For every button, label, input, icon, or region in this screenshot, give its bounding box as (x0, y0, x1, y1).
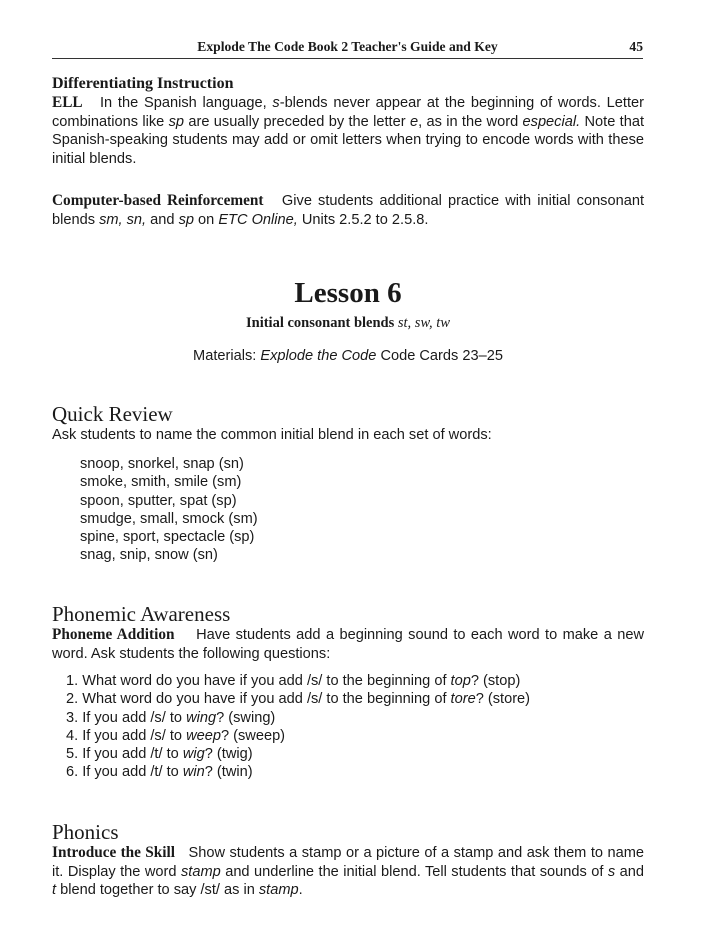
phoneme-addition-text: Have students add a beginning sound to each word to make a new word. Ask students the following questions: (52, 627, 644, 662)
skill-text-1: Show students a stamp or a picture of a stamp and ask them to name it. Display the word (52, 845, 644, 880)
list-item (66, 672, 530, 690)
ell-text-4: sp (168, 113, 184, 130)
ell-text-3: -blends never appear at the beginning of words. Letter combinations like (52, 95, 644, 130)
list-item: smudge, small, smock (sm) (80, 510, 258, 527)
lesson-header (52, 276, 644, 365)
question-answer: ? (swing) (216, 709, 276, 726)
ell-text-9: Note that Spanish-speaking students may add or omit letters when trying to encode words with these initial blends. (52, 113, 644, 167)
list-item: snoop, snorkel, snap (sn) (80, 456, 244, 472)
quick-review-section (52, 402, 644, 445)
ell-text-2: s (272, 95, 280, 111)
list-item: spine, sport, spectacle (sp) (80, 529, 255, 546)
ell-text-7: , as in the word (418, 113, 523, 130)
computer-text-2: sm, sn, (99, 211, 147, 228)
question-text: 2. What word do you have if you add /s/ to the beginning of (66, 691, 451, 708)
list-item: spoon, sputter, spat (sp) (80, 492, 237, 509)
computer-text-6: ETC Online, (218, 211, 298, 228)
question-word: wing (186, 709, 217, 726)
question-text: 5. If you add /t/ to (66, 746, 183, 763)
question-word: top (450, 673, 471, 689)
running-header (52, 38, 643, 59)
word-sets-list (80, 455, 258, 565)
differentiating-heading: Differentiating Instruction (52, 75, 234, 92)
computer-paragraph (52, 192, 644, 229)
computer-text-3: and (146, 211, 179, 228)
phonemic-heading: Phonemic Awareness (52, 602, 231, 626)
list-item (66, 709, 530, 727)
question-text: 3. If you add /s/ to (66, 709, 187, 726)
computer-text-7: Units 2.5.2 to 2.5.8. (297, 211, 429, 228)
computer-text-4: sp (178, 211, 194, 228)
subtitle-blends: st, sw, tw (397, 315, 450, 331)
question-word: wig (182, 746, 205, 763)
questions-list (66, 672, 530, 782)
question-answer: ? (twin) (204, 764, 253, 781)
question-text: 4. If you add /s/ to (66, 727, 187, 744)
list-item (66, 745, 530, 763)
materials-line (52, 347, 644, 366)
ell-label: ELL (52, 94, 83, 111)
header-title: Explode The Code Book 2 Teacher's Guide and Key (197, 39, 498, 54)
ell-text-5: are usually preceded by the letter (184, 113, 410, 130)
materials-label: Materials: (193, 347, 261, 364)
question-text: 6. If you add /t/ to (66, 764, 183, 781)
phonics-section (52, 820, 644, 900)
quick-review-intro: Ask students to name the common initial blend in each set of words: (52, 427, 492, 443)
page-number: 45 (629, 39, 643, 54)
skill-text-3: and underline the initial blend. Tell students that sounds of (220, 863, 608, 880)
skill-text-4: s (607, 863, 616, 880)
question-answer: ? (twig) (204, 746, 253, 763)
question-word: weep (186, 727, 221, 744)
ell-text-6: e (409, 113, 419, 130)
ell-paragraph (52, 94, 644, 168)
phoneme-addition-paragraph (52, 626, 644, 663)
list-item: snag, snip, snow (sn) (80, 547, 218, 564)
lesson-subtitle (52, 314, 644, 333)
question-word: tore (450, 691, 476, 708)
ell-text-1: In the Spanish language, (99, 95, 273, 111)
phonemic-section (52, 602, 644, 663)
phonics-heading: Phonics (52, 820, 119, 844)
materials-title: Explode the Code (260, 347, 377, 364)
list-item (66, 727, 530, 745)
list-item: smoke, smith, smile (sm) (80, 474, 242, 491)
question-answer: ? (stop) (470, 673, 521, 689)
lesson-title: Lesson 6 (294, 277, 402, 309)
skill-text-2: stamp (180, 863, 221, 880)
computer-section (52, 192, 644, 229)
ell-text-8: especial. (522, 113, 581, 130)
computer-text-5: on (193, 211, 219, 228)
introduce-skill-label: Introduce the Skill (52, 844, 175, 861)
computer-label: Computer-based Reinforcement (52, 192, 264, 209)
introduce-skill-paragraph (52, 844, 644, 900)
question-text: 1. What word do you have if you add /s/ to the beginning of (66, 673, 451, 689)
skill-text-7: blend together to say /st/ as in (56, 882, 259, 899)
skill-text-6: t (52, 882, 57, 899)
computer-text-1: Give students additional practice with initial consonant blends (52, 193, 644, 228)
question-answer: ? (store) (475, 691, 531, 708)
list-item (66, 690, 530, 708)
differentiating-section (52, 74, 644, 168)
materials-cards: Code Cards 23–25 (376, 347, 503, 364)
question-answer: ? (sweep) (220, 727, 286, 744)
skill-text-8: stamp (258, 882, 299, 899)
phoneme-addition-label: Phoneme Addition (52, 626, 175, 643)
list-item (66, 763, 530, 781)
quick-review-heading: Quick Review (52, 402, 173, 426)
skill-text-5: and (615, 863, 645, 880)
skill-text-9: . (298, 882, 303, 899)
question-word: win (182, 764, 205, 781)
subtitle-text: Initial consonant blends (245, 315, 398, 331)
